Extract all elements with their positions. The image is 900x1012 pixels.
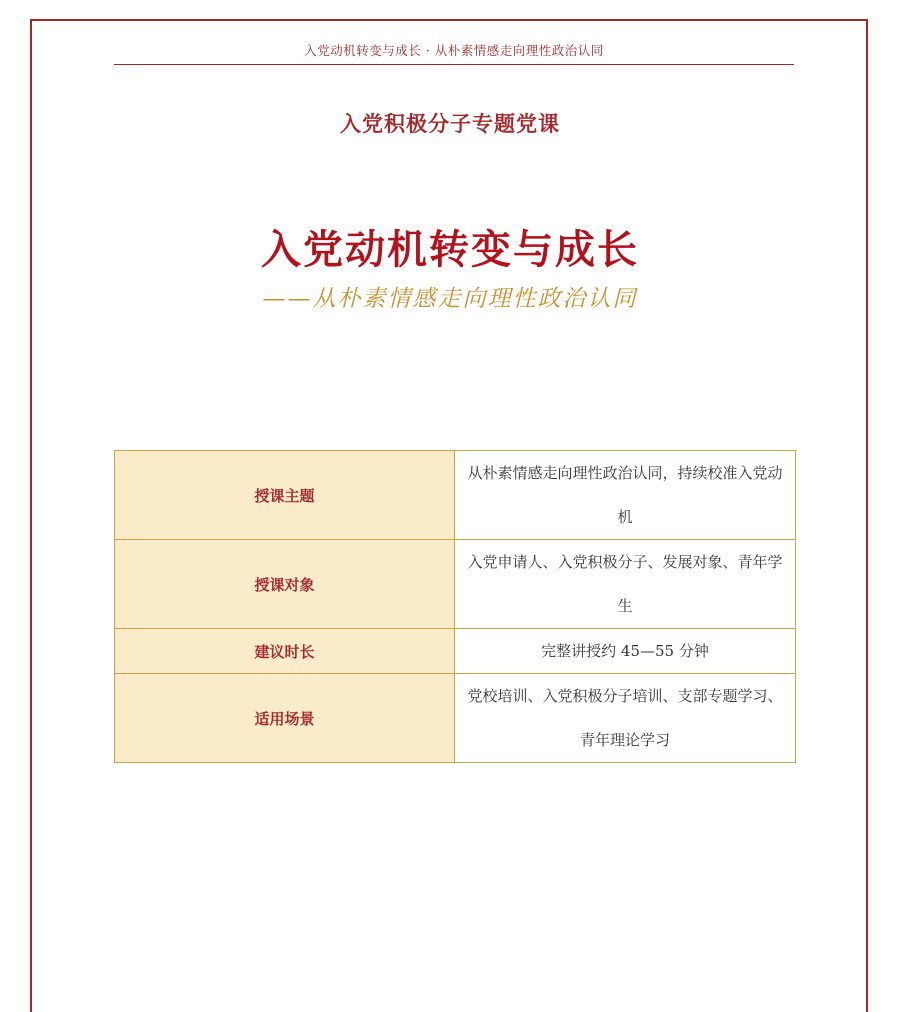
- row-label-topic: 授课主题: [115, 451, 455, 540]
- page-title: 入党动机转变与成长: [261, 226, 639, 273]
- row-value-scenario: 党校培训、入党积极分子培训、支部专题学习、青年理论学习: [455, 674, 796, 763]
- row-value-topic: 从朴素情感走向理性政治认同，持续校准入党动机: [455, 451, 796, 540]
- row-label-scenario: 适用场景: [115, 674, 455, 763]
- course-info-table: [114, 450, 796, 763]
- row-value-audience: 入党申请人、入党积极分子、发展对象、青年学生: [455, 540, 796, 629]
- table-row: [115, 451, 796, 540]
- header-divider: [114, 64, 794, 65]
- table-row: [115, 629, 796, 674]
- row-label-audience: 授课对象: [115, 540, 455, 629]
- table-row: [115, 540, 796, 629]
- course-type-heading: 入党积极分子专题党课: [340, 111, 560, 136]
- row-value-duration: 完整讲授约 45—55 分钟: [455, 629, 796, 674]
- page-subtitle: ——从朴素情感走向理性政治认同: [262, 286, 638, 312]
- running-header: 入党动机转变与成长 · 从朴素情感走向理性政治认同: [304, 43, 604, 58]
- table-row: [115, 674, 796, 763]
- row-label-duration: 建议时长: [115, 629, 455, 674]
